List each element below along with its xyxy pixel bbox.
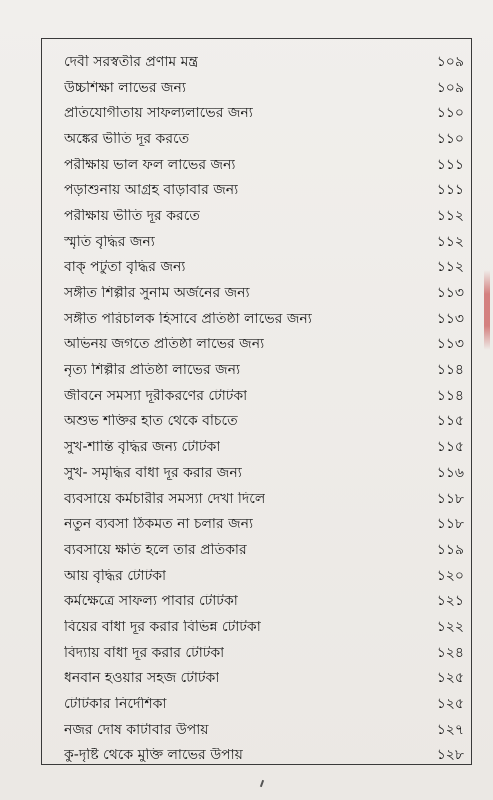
toc-entry [64,409,464,435]
toc-entry-page-number: ১১০ [436,105,464,122]
toc-entry-title: প্রতিযোগীতায় সাফল্যলাভের জন্য [64,106,253,121]
toc-entry [64,460,464,486]
toc-entry-page-number: ১১২ [436,233,464,250]
toc-entry-title: নতুন ব্যবসা ঠিকমত না চলার জন্য [64,517,254,532]
toc-entry-page-number: ১১১ [436,182,464,199]
toc-entry-title: উচ্চশিক্ষা লাভের জন্য [64,80,186,95]
toc-entry-title: কু-দৃষ্টি থেকে মুক্তি লাভের উপায় [64,748,243,763]
toc-entry [64,332,464,358]
toc-entry-page-number: ১১০ [436,130,464,147]
toc-entry-title: ব্যবসায়ে ক্ষতি হলে তার প্রতিকার [64,542,247,557]
toc-entry-page-number: ১১৪ [436,387,464,404]
toc-entry [64,614,464,640]
toc-entry-title: টোটকার নির্দেশিকা [64,697,167,712]
page-edge-red-mark [484,270,490,350]
toc-entry-page-number: ১১৮ [436,516,464,533]
toc-entry [64,255,464,281]
toc-entry [64,537,464,563]
toc-entry-page-number: ১১৩ [436,336,464,353]
toc-entry-page-number: ১১৬ [436,464,464,481]
toc-entry [64,49,464,75]
toc-entry-title: নজর দোষ কাটাবার উপায় [64,722,209,737]
toc-entry [64,434,464,460]
toc-entry-title: ব্যবসায়ে কর্মচারীর সমস্যা দেখা দিলে [64,491,266,506]
toc-entry-title: অভিনয় জগতে প্রতিষ্ঠা লাভের জন্য [64,337,265,352]
toc-entry [64,100,464,126]
toc-entry-title: বিয়ের বাঁধা দূর করার বিভিন্ন টোটকা [64,619,261,634]
toc-entry-title: কর্মক্ষেত্রে সাফল্য পাবার টোটকা [64,594,238,609]
toc-entry [64,229,464,255]
toc-entry-page-number: ১১১ [436,156,464,173]
toc-entry-page-number: ১২২ [436,618,464,635]
toc-entry-page-number: ১১৫ [436,439,464,456]
toc-entry [64,563,464,589]
toc-entry-title: স্মৃতি বৃদ্ধির জন্য [64,234,155,249]
toc-entry-title: সুখ- সমৃদ্ধির বাঁধা দূর করার জন্য [64,465,242,480]
stray-ink-mark [260,780,264,787]
toc-entry-page-number: ১১৮ [436,490,464,507]
toc-entry [64,383,464,409]
toc-entry-title: পরীক্ষায় ভাল ফল লাভের জন্য [64,157,236,172]
toc-entry [64,486,464,512]
toc-entry-title: আয় বৃদ্ধির টোটকা [64,568,167,583]
toc-entry-page-number: ১১৩ [436,310,464,327]
toc-entry [64,306,464,332]
toc-entry-page-number: ১২৭ [436,721,464,738]
toc-entry-title: জীবনে সমস্যা দূরীকরণের টোটকা [64,388,248,403]
table-of-contents-box [41,38,472,765]
toc-entry-page-number: ১২৫ [436,696,464,713]
toc-entry-page-number: ১১২ [436,207,464,224]
toc-entry-page-number: ১১৩ [436,285,464,302]
toc-entry-page-number: ১২৪ [436,644,464,661]
toc-entry-title: অশুভ শক্তির হাত থেকে বাঁচতে [64,414,238,429]
toc-entry-page-number: ১০৯ [436,79,464,96]
toc-entry [64,152,464,178]
toc-entry-title: নৃত্য শিল্পীর প্রতিষ্ঠা লাভের জন্য [64,363,241,378]
toc-entry-title: পরীক্ষায় ভীতি দূর করতে [64,208,200,223]
toc-entry-title: দেবী সরস্বতীর প্রণাম মন্ত্র [64,54,199,69]
toc-entry-title: অঙ্কের ভীতি দূর করতে [64,131,190,146]
toc-entry-title: সঙ্গীত শিল্পীর সুনাম অর্জনের জন্য [64,286,250,301]
toc-entry-title: বিদ্যায় বাঁধা দূর করার টোটকা [64,645,225,660]
toc-entry-page-number: ১২৫ [436,670,464,687]
toc-entry-page-number: ১১৫ [436,413,464,430]
toc-entry-page-number: ১২৮ [436,747,464,764]
toc-entry-title: ধনবান হওয়ার সহজ টোটকা [64,671,220,686]
toc-entry-page-number: ১১৪ [436,362,464,379]
toc-entry [64,75,464,101]
toc-entry-title: বাক্ পটুতা বৃদ্ধির জন্য [64,260,186,275]
toc-entry-title: পড়াশুনায় আগ্রহ বাড়াবার জন্য [64,183,239,198]
toc-entry-page-number: ১১৯ [436,541,464,558]
toc-entry [64,717,464,743]
toc-entry [64,280,464,306]
toc-entry [64,691,464,717]
toc-entry [64,640,464,666]
toc-entry [64,511,464,537]
toc-entry [64,126,464,152]
toc-entry-page-number: ১২০ [436,567,464,584]
toc-entry-page-number: ১০৯ [436,53,464,70]
toc-entry [64,357,464,383]
toc-entry [64,177,464,203]
table-of-contents-list [64,49,464,768]
toc-entry-page-number: ১২১ [436,593,464,610]
toc-entry-title: সঙ্গীত পরিচালক হিসাবে প্রতিষ্ঠা লাভের জন্য [64,311,312,326]
toc-entry-page-number: ১১২ [436,259,464,276]
toc-entry [64,588,464,614]
toc-entry [64,666,464,692]
toc-entry [64,203,464,229]
toc-entry [64,743,464,769]
toc-entry-title: সুখ-শান্তি বৃদ্ধির জন্য টোটকা [64,440,221,455]
